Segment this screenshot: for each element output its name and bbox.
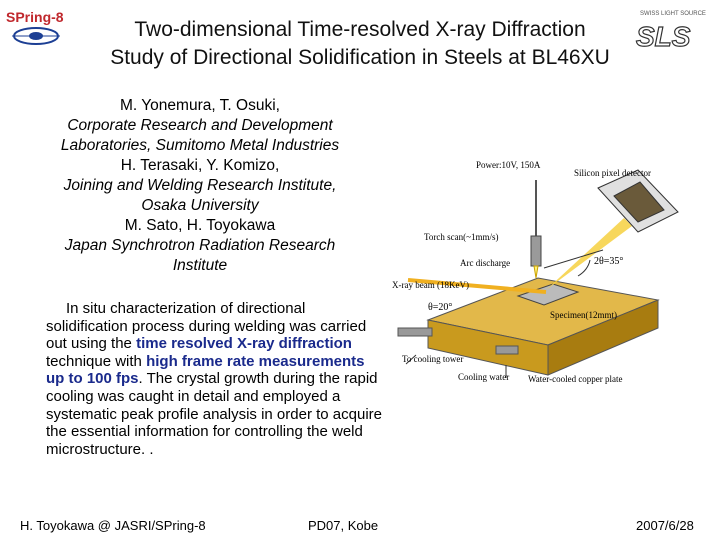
author-block	[20, 96, 380, 276]
footer-date: 2007/6/28	[636, 518, 694, 533]
abstract-highlight-1: time resolved X-ray diffraction	[136, 335, 352, 353]
copper-plate-label: Water-cooled copper plate	[528, 374, 623, 384]
author-line: H. Terasaki, Y. Komizo,	[120, 157, 280, 174]
author-line: Corporate Research and Development	[67, 117, 333, 134]
spring8-logo-text: SPring-8	[6, 9, 64, 25]
arc-discharge-label: Arc discharge	[460, 258, 511, 268]
abstract-part-2: technique with	[46, 352, 147, 370]
specimen-label: Specimen(12mmt)	[550, 310, 617, 320]
author-line: M. Yonemura, T. Osuki,	[120, 97, 280, 114]
torch-scan-label: Torch scan(~1mm/s)	[424, 232, 499, 242]
title-line-1: Two-dimensional Time-resolved X-ray Diffraction	[134, 18, 586, 41]
author-line: Institute	[172, 257, 228, 274]
outlet-pipe	[398, 328, 432, 336]
detector-label: Silicon pixel detector	[574, 168, 651, 178]
slide-title	[60, 16, 660, 72]
arc-spark	[534, 266, 538, 278]
sls-logo-caption: SWISS LIGHT SOURCE	[640, 11, 706, 17]
theta-label: θ=20°	[428, 302, 453, 313]
abstract-text	[46, 300, 386, 458]
footer-session: PD07, Kobe	[308, 518, 379, 533]
author-line: Osaka University	[141, 197, 259, 214]
sls-logo-text: SLS	[636, 21, 691, 50]
cooling-water-label: Cooling water	[458, 372, 510, 382]
author-line: Laboratories, Sumitomo Metal Industries	[60, 137, 340, 154]
abstract-part-3: . The crystal growth during the rapid cooling was caught in detail and employed a systematic peak profile analysis in order to acquire the essential information for controlling the weld microstructure. .	[46, 370, 382, 458]
abstract-highlight-2: high frame rate measurements up to 100 fps	[46, 352, 365, 388]
cooling-tower-label: To cooling tower	[402, 354, 464, 364]
xray-beam-label: X-ray beam (18KeV)	[392, 280, 469, 290]
welding-torch	[531, 236, 541, 266]
two-theta-label: 2θ=35°	[594, 256, 624, 267]
title-line-2: Study of Directional Solidification in Steels at BL46XU	[110, 46, 610, 69]
author-line: Japan Synchrotron Radiation Research	[64, 237, 336, 254]
abstract-part-1: In situ characterization of directional solidification process during welding was carried out using the	[46, 300, 367, 353]
author-line: M. Sato, H. Toyokawa	[124, 217, 276, 234]
inlet-pipe	[496, 346, 518, 354]
author-line: Joining and Welding Research Institute,	[63, 177, 337, 194]
power-label: Power:10V, 150A	[476, 160, 541, 170]
footer-presenter: H. Toyokawa @ JASRI/SPring-8	[20, 518, 206, 533]
experiment-diagram	[388, 150, 718, 400]
